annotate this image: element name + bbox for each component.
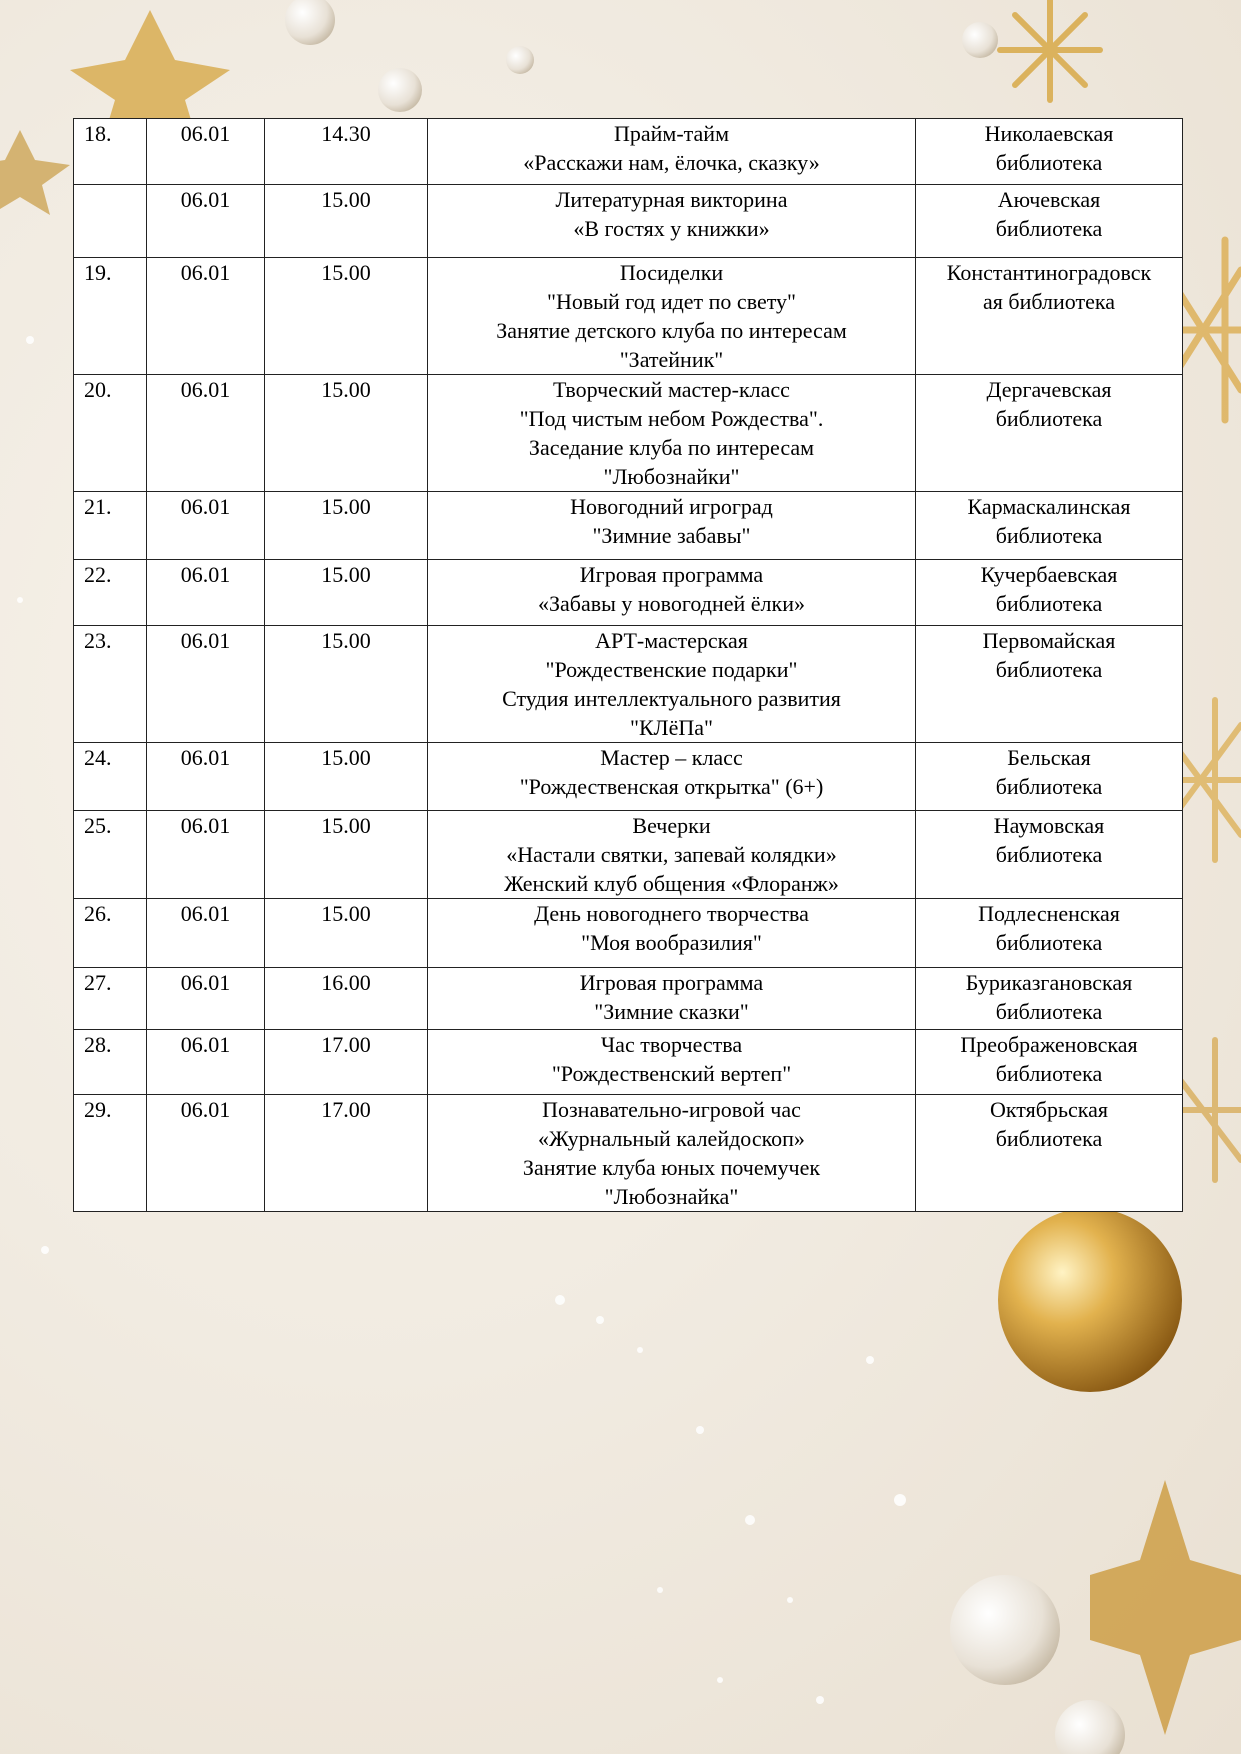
event-line: «В гостях у книжки» <box>573 216 770 241</box>
place-line: библиотека <box>995 774 1103 799</box>
place-line: библиотека <box>995 591 1103 616</box>
event-place <box>916 560 1183 626</box>
pearl-icon <box>962 22 998 58</box>
event-line: Женский клуб общения «Флоранж» <box>504 871 839 896</box>
event-line: Час творчества <box>600 1032 743 1057</box>
row-number: 27. <box>74 968 147 1030</box>
row-number: 26. <box>74 899 147 968</box>
star-icon <box>0 130 70 215</box>
event-place <box>916 119 1183 185</box>
event-line: День новогоднего творчества <box>534 901 809 926</box>
event-line: Творческий мастер-класс <box>553 377 790 402</box>
event-date: 06.01 <box>147 743 265 811</box>
place-line: Николаевская <box>984 121 1114 146</box>
event-time: 15.00 <box>265 258 428 375</box>
event-title <box>428 743 916 811</box>
table-row <box>74 743 1183 811</box>
row-number: 29. <box>74 1095 147 1212</box>
table-row <box>74 119 1183 185</box>
event-place <box>916 626 1183 743</box>
event-title <box>428 258 916 375</box>
place-line: Бельская <box>1007 745 1091 770</box>
event-line: Вечерки <box>632 813 711 838</box>
pearl-icon <box>378 68 422 112</box>
event-line: "КЛёПа" <box>630 715 713 740</box>
event-line: «Забавы у новогодней ёлки» <box>538 591 805 616</box>
event-time: 15.00 <box>265 811 428 899</box>
event-date: 06.01 <box>147 119 265 185</box>
row-number: 20. <box>74 375 147 492</box>
event-place <box>916 185 1183 258</box>
event-time: 15.00 <box>265 743 428 811</box>
event-time: 15.00 <box>265 560 428 626</box>
event-line: "Любознайки" <box>603 464 740 489</box>
event-time: 15.00 <box>265 185 428 258</box>
event-title <box>428 375 916 492</box>
event-line: "Моя вообразилия" <box>581 930 762 955</box>
event-date: 06.01 <box>147 626 265 743</box>
pearl-icon <box>285 0 335 45</box>
place-line: Подлесненская <box>978 901 1120 926</box>
event-line: АРТ-мастерская <box>595 628 748 653</box>
place-line: библиотека <box>995 216 1103 241</box>
place-line: Кармаскалинская <box>967 494 1131 519</box>
row-number: 28. <box>74 1030 147 1095</box>
event-date: 06.01 <box>147 258 265 375</box>
event-title <box>428 560 916 626</box>
event-line: "Под чистым небом Рождества". <box>519 406 824 431</box>
event-line: "Рождественские подарки" <box>545 657 798 682</box>
event-place <box>916 968 1183 1030</box>
pearl-icon <box>506 46 534 74</box>
pearl-icon <box>950 1575 1060 1685</box>
event-line: "Рождественский вертеп" <box>551 1061 792 1086</box>
snowflake-icon <box>1000 0 1100 100</box>
event-title <box>428 899 916 968</box>
table-row <box>74 811 1183 899</box>
event-place <box>916 258 1183 375</box>
star-icon <box>1090 1480 1241 1735</box>
event-line: Новогодний игроград <box>570 494 773 519</box>
event-time: 17.00 <box>265 1095 428 1212</box>
event-line: Мастер – класс <box>600 745 743 770</box>
row-number: 18. <box>74 119 147 185</box>
table-row <box>74 258 1183 375</box>
event-line: Игровая программа <box>579 970 764 995</box>
event-title <box>428 119 916 185</box>
table-row <box>74 1095 1183 1212</box>
place-line: библиотека <box>995 657 1103 682</box>
row-number: 24. <box>74 743 147 811</box>
event-line: "Затейник" <box>619 347 724 372</box>
event-line: Познавательно-игровой час <box>542 1097 801 1122</box>
event-line: «Журнальный калейдоскоп» <box>538 1126 805 1151</box>
place-line: Кучербаевская <box>980 562 1118 587</box>
event-title <box>428 811 916 899</box>
event-line: Игровая программа <box>579 562 764 587</box>
row-number: 21. <box>74 492 147 560</box>
place-line: библиотека <box>995 999 1103 1024</box>
table-row <box>74 968 1183 1030</box>
event-place <box>916 492 1183 560</box>
event-time: 15.00 <box>265 626 428 743</box>
event-time: 16.00 <box>265 968 428 1030</box>
place-line: Преображеновская <box>960 1032 1138 1057</box>
event-line: Прайм-тайм <box>613 121 730 146</box>
event-line: «Настали святки, запевай колядки» <box>506 842 837 867</box>
place-line: библиотека <box>995 1061 1103 1086</box>
event-date: 06.01 <box>147 968 265 1030</box>
place-line: Дергачевская <box>986 377 1112 402</box>
event-place <box>916 743 1183 811</box>
place-line: ая библиотека <box>983 289 1115 314</box>
table-row <box>74 626 1183 743</box>
place-line: библиотека <box>995 150 1103 175</box>
event-date: 06.01 <box>147 811 265 899</box>
place-line: Октябрьская <box>990 1097 1108 1122</box>
table-row <box>74 185 1183 258</box>
event-line: «Расскажи нам, ёлочка, сказку» <box>523 150 820 175</box>
event-line: "Зимние забавы" <box>592 523 751 548</box>
row-number: 25. <box>74 811 147 899</box>
event-title <box>428 185 916 258</box>
event-line: "Зимние сказки" <box>594 999 749 1024</box>
event-time: 17.00 <box>265 1030 428 1095</box>
event-time: 14.30 <box>265 119 428 185</box>
event-line: Заседание клуба по интересам <box>528 435 815 460</box>
event-line: Занятие детского клуба по интересам <box>496 318 847 343</box>
event-date: 06.01 <box>147 375 265 492</box>
events-table <box>73 118 1183 1212</box>
event-line: Посиделки <box>619 260 724 285</box>
row-number: 23. <box>74 626 147 743</box>
row-number: 19. <box>74 258 147 375</box>
table-row <box>74 560 1183 626</box>
event-time: 15.00 <box>265 375 428 492</box>
place-line: библиотека <box>995 523 1103 548</box>
event-line: Занятие клуба юных почемучек <box>522 1155 821 1180</box>
event-line: "Любознайка" <box>604 1184 739 1209</box>
row-number: 22. <box>74 560 147 626</box>
event-place <box>916 1095 1183 1212</box>
place-line: Наумовская <box>993 813 1105 838</box>
event-time: 15.00 <box>265 492 428 560</box>
place-line: библиотека <box>995 842 1103 867</box>
place-line: библиотека <box>995 930 1103 955</box>
event-place <box>916 1030 1183 1095</box>
place-line: Буриказгановская <box>965 970 1133 995</box>
event-line: Студия интеллектуального развития <box>502 686 841 711</box>
event-title <box>428 968 916 1030</box>
event-place <box>916 375 1183 492</box>
event-date: 06.01 <box>147 1030 265 1095</box>
event-place <box>916 899 1183 968</box>
table-row <box>74 899 1183 968</box>
place-line: библиотека <box>995 1126 1103 1151</box>
event-title <box>428 492 916 560</box>
event-date: 06.01 <box>147 899 265 968</box>
place-line: Первомайская <box>982 628 1116 653</box>
event-time: 15.00 <box>265 899 428 968</box>
event-line: "Новый год идет по свету" <box>546 289 797 314</box>
event-title <box>428 1030 916 1095</box>
row-number <box>74 185 147 258</box>
place-line: Константиноградовск <box>946 260 1152 285</box>
event-place <box>916 811 1183 899</box>
event-date: 06.01 <box>147 185 265 258</box>
event-date: 06.01 <box>147 560 265 626</box>
table-row <box>74 492 1183 560</box>
table-row <box>74 1030 1183 1095</box>
place-line: Аючевская <box>997 187 1101 212</box>
table-row <box>74 375 1183 492</box>
event-line: Литературная викторина <box>555 187 788 212</box>
ornament-ball-icon <box>998 1208 1182 1392</box>
place-line: библиотека <box>995 406 1103 431</box>
pearl-icon <box>1055 1700 1125 1754</box>
event-title <box>428 1095 916 1212</box>
event-date: 06.01 <box>147 492 265 560</box>
event-line: "Рождественская открытка" (6+) <box>519 774 824 799</box>
event-date: 06.01 <box>147 1095 265 1212</box>
event-title <box>428 626 916 743</box>
